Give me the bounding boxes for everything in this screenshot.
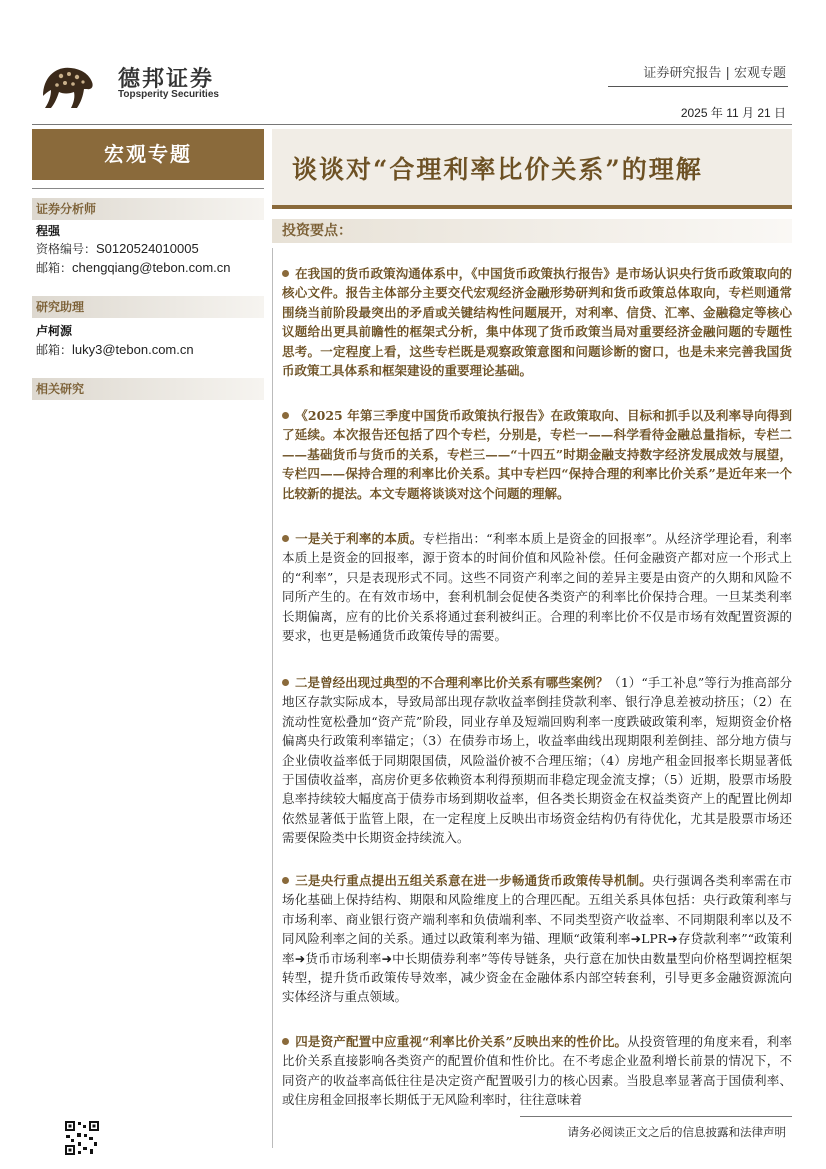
key-point-paragraph: [282, 1032, 792, 1110]
key-point-paragraph: [282, 529, 792, 645]
category-banner: 宏观专题: [32, 129, 264, 180]
header-divider: [608, 86, 788, 87]
bullet-icon: [282, 412, 289, 419]
qr-code-icon: [64, 1120, 100, 1156]
paragraph-body: 央行强调各类利率需在市场化基础上保持结构、期限和风险维度上的合理匹配。五组关系具体包括：央行政策利率与市场利率、商业银行资产端利率和负债端利率、不同类型资产收益率、不同期限利率以及不同风险利率之间的关系。通过以政策利率为锚、理顺“政策利率➜LPR➜存贷款利率”“政策利率➜货币市场利率➜中长期债券利率”等传导链条，央行意在加快由数量型向价格型调控框架转型，提升货币政策传导效率，减少资金在金融体系内部空转套利，引导更多金融资源流向实体经济与重点领域。: [282, 873, 792, 1005]
company-logo-icon: [37, 56, 97, 114]
report-title: 谈谈对“合理利率比价关系”的理解: [292, 155, 703, 184]
key-point-paragraph: [282, 406, 792, 503]
analyst-cert: [36, 240, 199, 257]
analyst-email[interactable]: chengqiang@tebon.com.cn: [72, 260, 231, 275]
assistant-name: 卢柯源: [36, 324, 73, 338]
legal-disclaimer: 请务必阅读正文之后的信息披露和法律声明: [567, 1125, 786, 1139]
paragraph-lead: 一是关于利率的本质。: [295, 531, 423, 546]
analyst-section-heading: 证券分析师: [32, 198, 264, 220]
assistant-email-label: 邮箱：: [36, 343, 73, 357]
paragraph-lead: 二是曾经出现过典型的不合理利率比价关系有哪些案例？: [295, 675, 609, 690]
bullet-icon: [282, 1038, 289, 1045]
related-research-heading: 相关研究: [32, 378, 264, 400]
key-points-heading: 投资要点：: [272, 219, 792, 243]
bullet-icon: [282, 535, 289, 542]
key-point-paragraph: [282, 673, 792, 848]
analyst-name: 程强: [36, 224, 61, 238]
bullet-icon: [282, 679, 289, 686]
paragraph-body: 在我国的货币政策沟通体系中，《中国货币政策执行报告》是市场认识央行货币政策取向的核心文件。报告主体部分主要交代宏观经济金融形势研判和货币政策总体取向，专栏则通常围绕当前阶段最突出的矛盾或关键结构性问题展开，对利率、信贷、汇率、金融稳定等核心议题给出更具前瞻性的框架式分析，集中体现了货币政策当局对重要经济金融问题的专题性思考。一定程度上看，这些专栏既是观察政策意图和问题诊断的窗口，也是未来完善我国货币政策工具体系和框架建设的重要理论基础。: [282, 266, 792, 379]
assistant-email[interactable]: luky3@tebon.com.cn: [72, 342, 194, 357]
paragraph-body: 专栏指出：“利率本质上是资金的回报率”。从经济学理论看，利率本质上是资金的回报率，源于资本的时间价值和风险补偿。任何金融资产都对应一个形式上的“利率”，只是表现形式不同。这些不同资产利率之间的差异主要是由资产的久期和风险不同所产生的。在有效市场中，套利机制会促使各类资产的利率比价保持合理。一旦某类利率长期偏离，应有的比价关系将通过套利被纠正。合理的利率比价不仅是市场有效配置资源的要求，也更是畅通货币政策传导的需要。: [282, 531, 792, 644]
column-divider: [272, 248, 273, 1148]
paragraph-body: （1）“手工补息”等行为推高部分地区存款实际成本，导致局部出现存款收益率倒挂贷款利率、银行净息差被动挤压；（2）在流动性宽松叠加“资产荒”阶段，同业存单及短端回购利率一度跌破政策利率，短期资金价格偏离央行政策利率锚定；（3）在债券市场上，收益率曲线出现期限利差倒挂、部分地方债与企业债收益率低于同期限国债，风险溢价被不合理压缩；（4）房地产租金回报率长期显著低于国债收益率，高房价更多依赖资本利得预期而非稳定现金流支撑；（5）近期，股票市场股息率持续较大幅度高于债券市场到期收益率，但各类长期资金在权益类资产上的配置比例却依然显著低于监管上限，在一定程度上反映出市场资金结构仍有待优化，尤其是股票市场还需要保险类中长期资金持续流入。: [282, 675, 792, 846]
paragraph-lead: 三是央行重点提出五组关系意在进一步畅通货币政策传导机制。: [295, 873, 653, 888]
sidebar-divider: [32, 188, 264, 189]
analyst-cert-number: S0120524010005: [96, 241, 199, 256]
analyst-cert-label: 资格编号：: [36, 242, 97, 256]
footer-divider: [520, 1116, 792, 1117]
paragraph-body: 《2025 年第三季度中国货币政策执行报告》在政策取向、目标和抓手以及利率导向得到了延续。本次报告还包括了四个专栏，分别是，专栏一——科学看待金融总量指标，专栏二——基础货币与货币的关系，专栏三——“十四五”时期金融支持数字经济发展成效与展望，专栏四——保持合理的利率比价关系。其中专栏四“保持合理的利率比价关系”是近年来一个比较新的提法。本文专题将谈谈对这个问题的理解。: [282, 408, 792, 501]
brand-name-en: Topsperity Securities: [118, 89, 219, 100]
top-divider: [32, 124, 792, 125]
bullet-icon: [282, 877, 289, 884]
key-point-paragraph: [282, 264, 792, 380]
brand-name-cn: 德邦证券: [118, 67, 215, 92]
report-date: 2025 年 11 月 21 日: [680, 106, 786, 120]
report-type: 证券研究报告 | 宏观专题: [643, 66, 786, 81]
paragraph-lead: 四是资产配置中应重视“利率比价关系”反映出来的性价比。: [295, 1034, 628, 1049]
analyst-email-row: [36, 259, 231, 276]
assistant-email-row: [36, 341, 194, 358]
assistant-section-heading: 研究助理: [32, 296, 264, 318]
analyst-email-label: 邮箱：: [36, 261, 73, 275]
key-point-paragraph: [282, 871, 792, 1007]
bullet-icon: [282, 270, 289, 277]
paragraph-body: 从投资管理的角度来看，利率比价关系直接影响各类资产的配置价值和性价比。在不考虑企业盈利增长前景的情况下，不同资产的收益率高低往往是决定资产配置吸引力的核心因素。当股息率显著高于国债利率、或住房租金回报率长期低于无风险利率时，往往意味着: [282, 1034, 792, 1108]
